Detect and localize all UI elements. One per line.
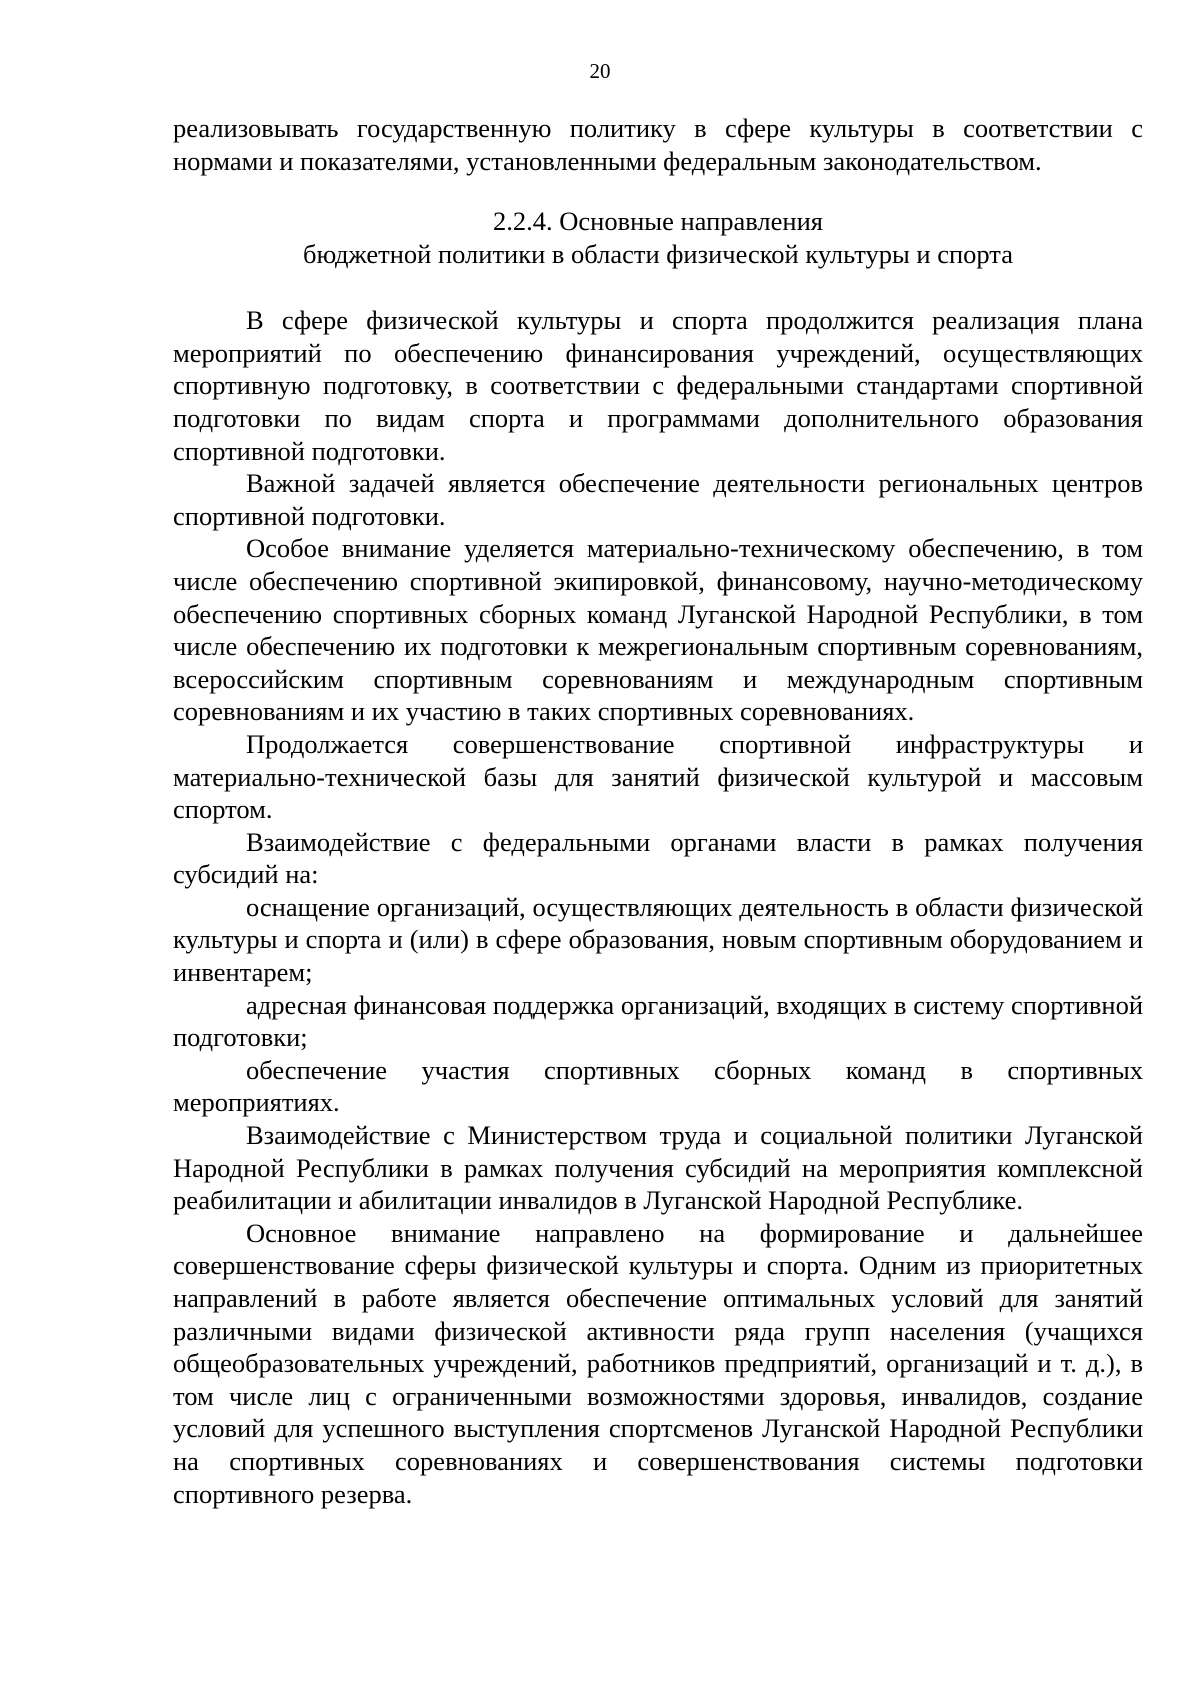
paragraph: Продолжается совершенствование спортивной инфраструктуры и материально-технической базы для занятий физической культурой и массовым спортом. [173,728,1143,825]
section-heading [173,205,1143,271]
paragraph: Важной задачей является обеспечение деятельности региональных центров спортивной подготовки. [173,468,1143,531]
list-item: адресная финансовая поддержка организаций, входящих в систему спортивной подготовки; [173,989,1143,1053]
list-item: обеспечение участия спортивных сборных команд в спортивных мероприятиях. [173,1054,1143,1118]
paragraph: В сфере физической культуры и спорта продолжится реализация плана мероприятий по обеспечению финансирования учреждений, осуществляющих спортивную подготовку, в соответствии с федеральными стандартами спортивной подготовки по видам спорта и программами дополнительного образования спортивной подготовки. [173,305,1143,466]
paragraph: Взаимодействие с федеральными органами власти в рамках получения субсидий на: [173,826,1143,890]
document-body [173,112,1143,1510]
paragraph: Взаимодействие с Министерством труда и социальной политики Луганской Народной Республики в рамках получения субсидий на мероприятия комплексной реабилитации и абилитации инвалидов в Луганской Народной Республике. [173,1120,1143,1216]
section-heading-line-1: 2.2.4. Основные направления [493,206,823,237]
section-heading-line-2: бюджетной политики в области физической культуры и спорта [303,239,1013,270]
intro-paragraph: реализовывать государственную политику в сфере культуры в соответствии с нормами и показателями, установленными федеральным законодательством. [173,113,1143,176]
paragraph: Основное внимание направлено на формирование и дальнейшее совершенствование сферы физической культуры и спорта. Одним из приоритетных направлений в работе является обеспечение оптимальных условий для занятий различными видами физической активности ряда групп населения (учащихся общеобразовательных учреждений, работников предприятий, организаций и т. д.), в том числе лиц с ограниченными возможностями здоровья, инвалидов, создание условий для успешного выступления спортсменов Луганской Народной Республики на спортивных соревнованиях и совершенствования системы подготовки спортивного резерва. [173,1217,1143,1509]
list-item: оснащение организаций, осуществляющих деятельность в области физической культуры и спорта и (или) в сфере образования, новым спортивным оборудованием и инвентарем; [173,891,1143,988]
paragraph: Особое внимание уделяется материально-техническому обеспечению, в том числе обеспечению спортивной экипировкой, финансовому, научно-методическому обеспечению спортивных сборных команд Луганской Народной Республики, в том числе обеспечению их подготовки к межрегиональным спортивным соревнованиям, всероссийским спортивным соревнованиям и международным спортивным соревнованиям и их участию в таких спортивных соревнованиях. [173,533,1143,727]
page-number: 20 [589,59,611,83]
